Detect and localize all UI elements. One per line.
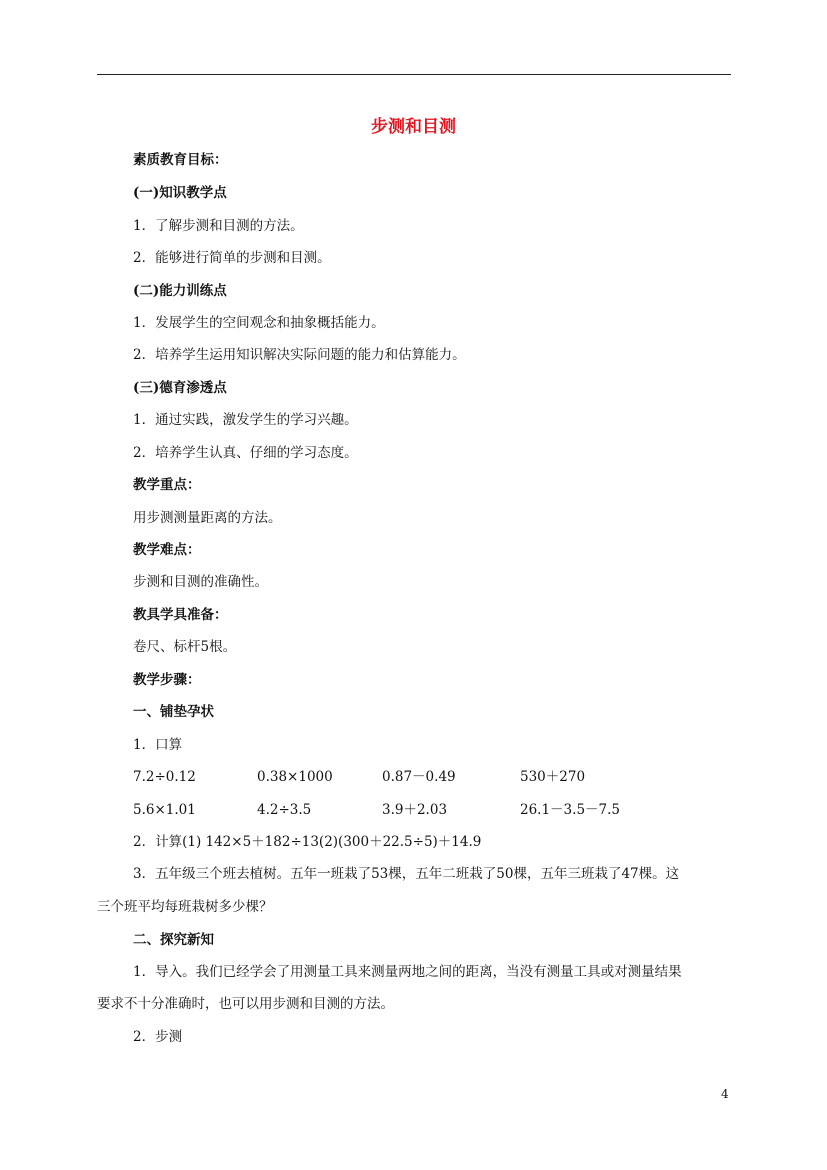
section-heading: (三)德育渗透点 bbox=[133, 380, 227, 396]
section-heading: 教具学具准备： bbox=[133, 607, 228, 623]
calc-item: 530＋270 bbox=[520, 769, 586, 785]
body-line: 1．了解步测和目测的方法。 bbox=[133, 218, 304, 234]
body-line: 步测和目测的准确性。 bbox=[133, 574, 268, 590]
body-line: 要求不十分准确时，也可以用步测和目测的方法。 bbox=[97, 996, 394, 1012]
section-heading: 教学步骤： bbox=[133, 672, 201, 688]
calc-item: 5.6×1.01 bbox=[133, 802, 196, 818]
section-heading: 一、铺垫孕状 bbox=[133, 704, 214, 720]
section-heading: (二)能力训练点 bbox=[133, 283, 227, 299]
body-line: 2．培养学生认真、仔细的学习态度。 bbox=[133, 445, 358, 461]
page-title: 步测和目测 bbox=[371, 117, 456, 137]
body-line: 卷尺、标杆5根。 bbox=[133, 639, 237, 655]
calc-item: 4.2÷3.5 bbox=[257, 802, 312, 818]
calc-item: 3.9＋2.03 bbox=[382, 802, 448, 818]
body-line: 1．通过实践，激发学生的学习兴趣。 bbox=[133, 412, 358, 428]
body-line: 用步测测量距离的方法。 bbox=[133, 510, 282, 526]
body-line: 2．步测 bbox=[133, 1029, 183, 1045]
body-line: 2．计算(1) 142×5＋182÷13(2)(300＋22.5÷5)＋14.9 bbox=[133, 834, 482, 850]
page-number: 4 bbox=[721, 1087, 729, 1101]
header-rule bbox=[97, 74, 731, 75]
body-line: 1．口算 bbox=[133, 737, 183, 753]
body-line: 2．培养学生运用知识解决实际问题的能力和估算能力。 bbox=[133, 347, 466, 363]
body-line: 三个班平均每班栽树多少棵？ bbox=[97, 899, 273, 915]
calc-item: 0.87－0.49 bbox=[382, 769, 456, 785]
section-heading: 教学重点： bbox=[133, 477, 201, 493]
body-line: 3．五年级三个班去植树。五年一班栽了53棵，五年二班栽了50棵，五年三班栽了47棵。这 bbox=[133, 866, 680, 882]
body-line: 1．导入。我们已经学会了用测量工具来测量两地之间的距离，当没有测量工具或对测量结果 bbox=[133, 964, 682, 980]
calc-item: 26.1－3.5－7.5 bbox=[520, 802, 620, 818]
section-heading: (一)知识教学点 bbox=[133, 185, 227, 201]
body-line: 2．能够进行简单的步测和目测。 bbox=[133, 250, 331, 266]
calc-item: 7.2÷0.12 bbox=[133, 769, 196, 785]
section-heading: 教学难点： bbox=[133, 542, 201, 558]
body-line: 1．发展学生的空间观念和抽象概括能力。 bbox=[133, 315, 385, 331]
section-heading: 素质教育目标： bbox=[133, 152, 228, 168]
section-heading: 二、探究新知 bbox=[133, 932, 214, 948]
calc-item: 0.38×1000 bbox=[257, 769, 333, 785]
